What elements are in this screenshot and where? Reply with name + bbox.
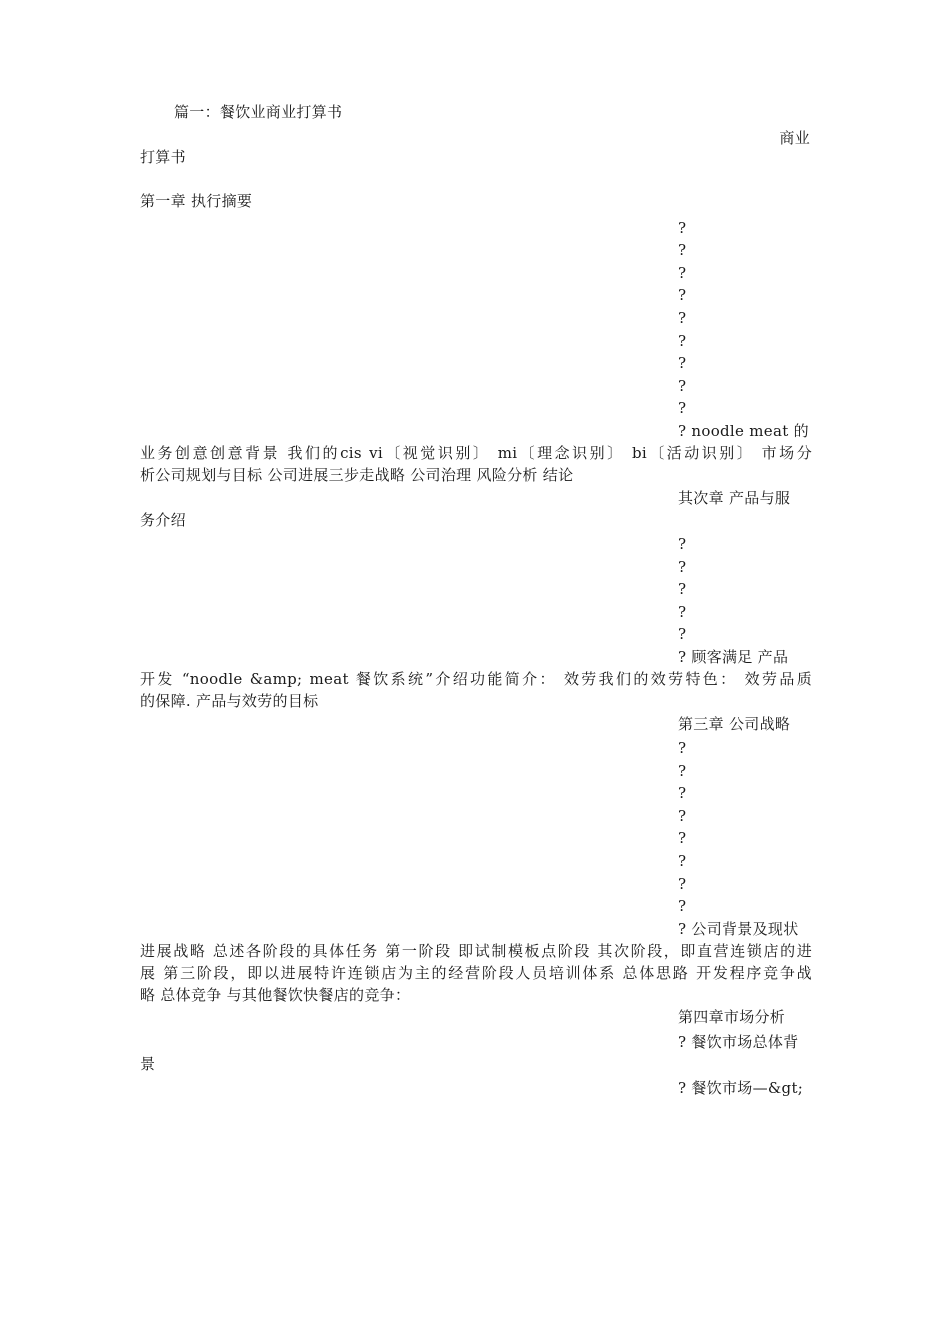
chapter2-heading-right: 其次章 产品与服 — [678, 489, 791, 507]
chapter3-bullet: ? — [678, 852, 687, 870]
chapter3-bullet: ? — [678, 762, 687, 780]
subtitle-right: 商业 — [779, 129, 810, 147]
chapter2-bullet: ? — [678, 625, 687, 643]
chapter1-bullet: ? — [678, 219, 687, 237]
chapter1-heading: 第一章 执行摘要 — [140, 192, 253, 210]
chapter3-bullet: ? — [678, 807, 687, 825]
chapter2-text-line: 开发 “noodle &amp; meat 餐饮系统”介绍功能简介： 效劳我们的效劳特色： 效劳品质 — [140, 670, 812, 688]
chapter2-bullet: ? — [678, 535, 687, 553]
chapter3-bullet: ? — [678, 784, 687, 802]
chapter1-text-line: 业务创意创意背景 我们的cis vi〔视觉识别〕 mi〔理念识别〕 bi〔活动识别〕 市场分 — [140, 444, 812, 462]
chapter1-bullet: ? — [678, 399, 687, 417]
chapter4-bullet-right: ? 餐饮市场总体背 — [678, 1033, 799, 1051]
chapter2-heading-left: 务介绍 — [140, 511, 186, 529]
chapter3-text-line: 略 总体竞争 与其他餐饮快餐店的竞争： — [140, 986, 411, 1004]
chapter3-bullet: ? — [678, 897, 687, 915]
chapter1-bullet: ? — [678, 354, 687, 372]
chapter3-bullet: ? — [678, 875, 687, 893]
chapter2-bullet: ? — [678, 558, 687, 576]
chapter3-text-line: 进展战略 总述各阶段的具体任务 第一阶段 即试制模板点阶段 其次阶段，即直营连锁店的进 — [140, 942, 812, 960]
chapter3-bullet-last: ? 公司背景及现状 — [678, 920, 799, 938]
chapter1-bullet: ? — [678, 264, 687, 282]
chapter2-text-line: 的保障. 产品与效劳的目标 — [140, 692, 319, 710]
chapter3-heading: 第三章 公司战略 — [678, 715, 791, 733]
chapter4-heading: 第四章市场分析 — [678, 1008, 786, 1026]
chapter2-bullet: ? — [678, 580, 687, 598]
chapter1-bullet: ? — [678, 309, 687, 327]
chapter1-text-line: 析公司规划与目标 公司进展三步走战略 公司治理 风险分析 结论 — [140, 466, 574, 484]
chapter1-bullet: ? — [678, 377, 687, 395]
chapter3-bullet: ? — [678, 739, 687, 757]
chapter2-bullet-last: ? 顾客满足 产品 — [678, 648, 789, 666]
document-title: 篇一：餐饮业商业打算书 — [174, 103, 343, 121]
chapter1-bullet: ? — [678, 286, 687, 304]
chapter4-bullet: ? 餐饮市场—&gt; — [678, 1079, 804, 1097]
chapter3-text-line: 展 第三阶段，即以进展特许连锁店为主的经营阶段人员培训体系 总体思路 开发程序竞争战 — [140, 964, 812, 982]
subtitle-left: 打算书 — [140, 148, 186, 166]
chapter3-bullet: ? — [678, 829, 687, 847]
chapter1-bullet: ? — [678, 332, 687, 350]
chapter1-bullet-last: ? noodle meat 的 — [678, 422, 809, 440]
chapter1-bullet: ? — [678, 241, 687, 259]
chapter2-bullet: ? — [678, 603, 687, 621]
chapter4-bullet-left: 景 — [140, 1055, 156, 1073]
